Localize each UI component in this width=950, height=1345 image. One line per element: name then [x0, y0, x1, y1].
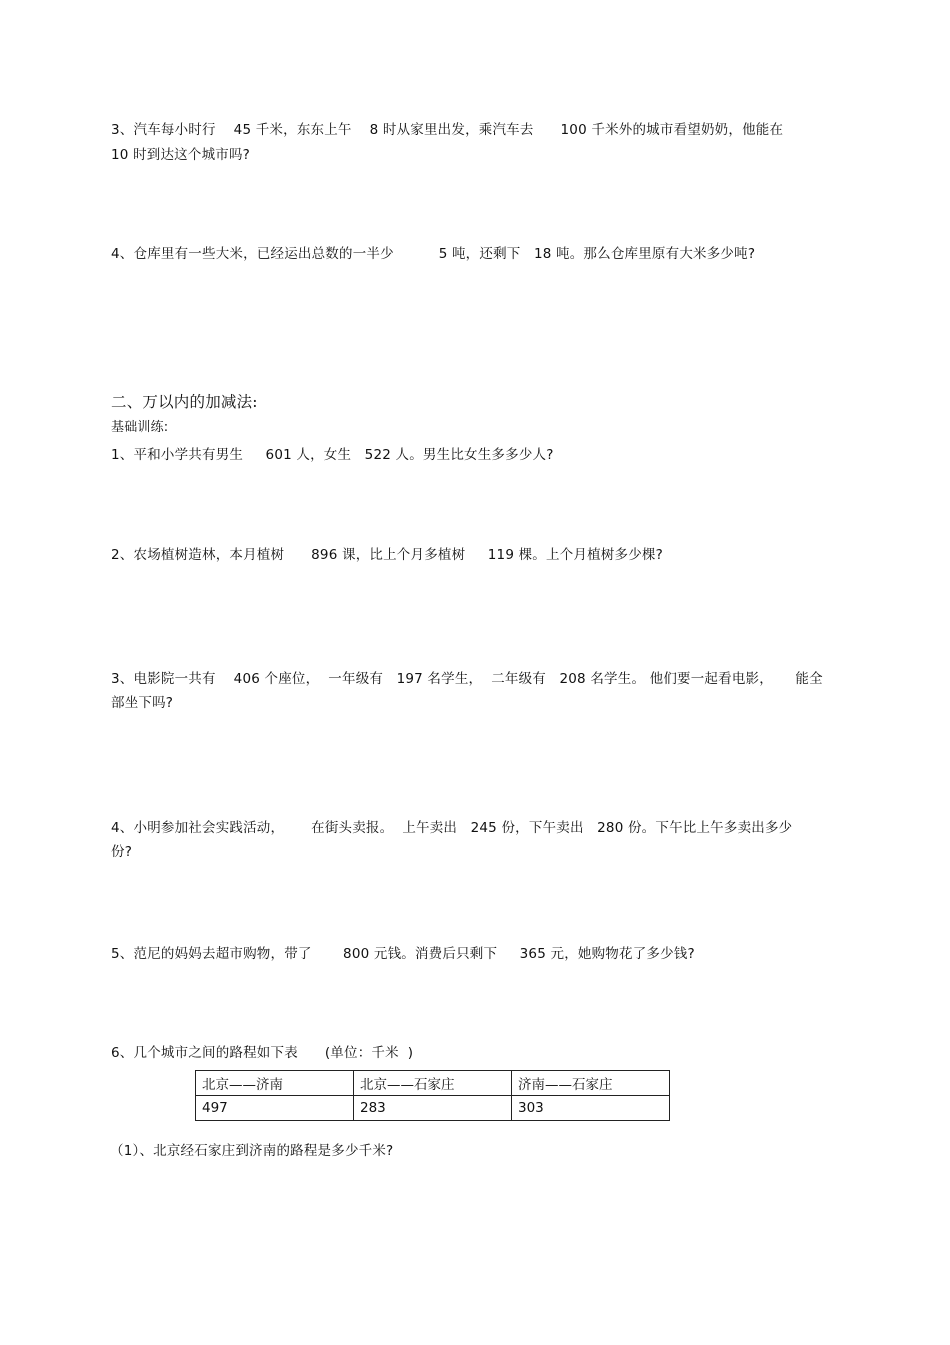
question-3-line1: 3、汽车每小时行 45 千米，东东上午 8 时从家里出发，乘汽车去 100 千米外的城市看望奶奶，他能在 — [111, 122, 784, 138]
problem-4-line2: 份? — [111, 844, 133, 860]
problem-1-text: 1、平和小学共有男生 601 人，女生 522 人。男生比女生多多少人? — [111, 447, 554, 463]
table-cell: 303 — [512, 1096, 670, 1121]
table-header-cell: 北京——石家庄 — [354, 1071, 512, 1096]
problem-2-text: 2、农场植树造林，本月植树 896 课，比上个月多植树 119 棵。上个月植树多少棵? — [111, 547, 663, 563]
table-header-cell: 济南——石家庄 — [512, 1071, 670, 1096]
table-cell: 283 — [354, 1096, 512, 1121]
section-subheading: 基础训练: — [111, 420, 169, 435]
question-3-line2: 10 时到达这个城市吗? — [111, 147, 251, 163]
section-heading: 二、万以内的加减法: — [111, 393, 258, 411]
table-header-cell: 北京——济南 — [196, 1071, 354, 1096]
problem-6-subquestion-1: （1）、北京经石家庄到济南的路程是多少千米? — [110, 1143, 394, 1159]
problem-4-line1: 4、小明参加社会实践活动， 在街头卖报。 上午卖出 245 份，下午卖出 280 份。下午比上午多卖出多少 — [111, 820, 793, 836]
table-header-row — [196, 1071, 670, 1096]
distance-table — [195, 1070, 670, 1121]
problem-6-text: 6、几个城市之间的路程如下表 (单位：千米 ) — [111, 1045, 414, 1061]
question-4-text: 4、仓库里有一些大米，已经运出总数的一半少 5 吨，还剩下 18 吨。那么仓库里原有大米多少吨? — [111, 246, 756, 262]
table-row — [196, 1096, 670, 1121]
problem-5-text: 5、范尼的妈妈去超市购物，带了 800 元钱。消费后只剩下 365 元，她购物花了多少钱? — [111, 946, 695, 962]
problem-3-line2: 部坐下吗? — [111, 695, 174, 711]
table-cell: 497 — [196, 1096, 354, 1121]
problem-3-line1: 3、电影院一共有 406 个座位， 一年级有 197 名学生， 二年级有 208 名学生。 他们要一起看电影， 能全 — [111, 671, 823, 687]
